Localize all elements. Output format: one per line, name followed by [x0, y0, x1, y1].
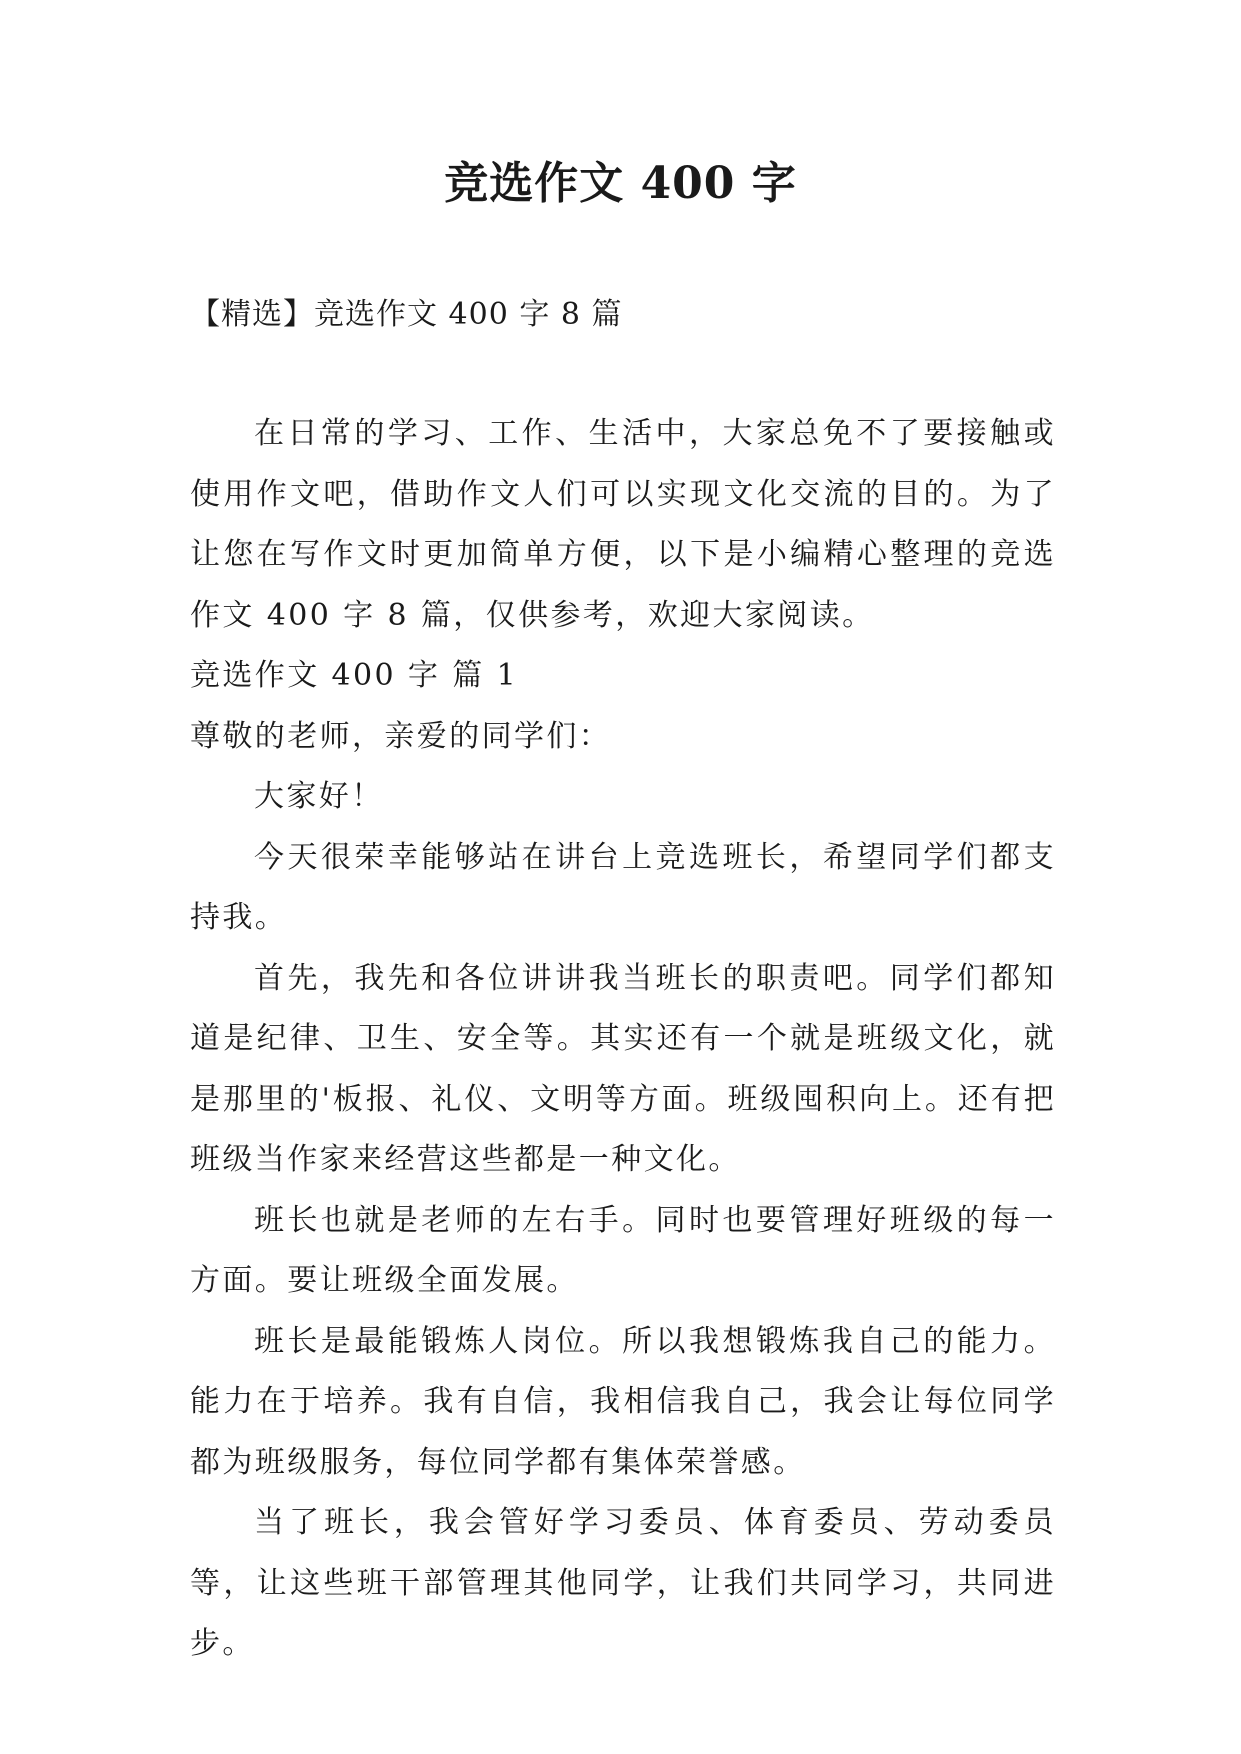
- paragraph: 当了班长，我会管好学习委员、体育委员、劳动委员等，让这些班干部管理其他同学，让我们共同学习，共同进步。: [190, 1505, 1056, 1661]
- paragraph: 今天很荣幸能够站在讲台上竞选班长，希望同学们都支持我。: [190, 839, 1056, 935]
- greeting: 大家好！: [254, 779, 384, 814]
- document-body: [190, 404, 1056, 1675]
- paragraph: 班长也就是老师的左右手。同时也要管理好班级的每一方面。要让班级全面发展。: [190, 1202, 1056, 1298]
- paragraph-intro: 在日常的学习、工作、生活中，大家总免不了要接触或使用作文吧，借助作文人们可以实现文化交流的目的。为了让您在写作文时更加简单方便，以下是小编精心整理的竞选作文 400 字 8 篇，仅供参考，欢迎大家阅读。: [190, 416, 1056, 633]
- paragraph: 班长是最能锻炼人岗位。所以我想锻炼我自己的能力。能力在于培养。我有自信，我相信我自己，我会让每位同学都为班级服务，每位同学都有集体荣誉感。: [190, 1323, 1056, 1480]
- document-subtitle: 【精选】竞选作文 400 字 8 篇: [190, 297, 623, 332]
- section-heading: 竞选作文 400 字 篇 1: [190, 658, 519, 693]
- salutation: 尊敬的老师，亲爱的同学们：: [190, 718, 612, 754]
- document-title: 竞选作文 400 字: [444, 158, 797, 209]
- paragraph: 首先，我先和各位讲讲我当班长的职责吧。同学们都知道是纪律、卫生、安全等。其实还有一个就是班级文化，就是那里的'板报、礼仪、文明等方面。班级囤积向上。还有把班级当作家来经营这些都是一种文化。: [190, 960, 1056, 1177]
